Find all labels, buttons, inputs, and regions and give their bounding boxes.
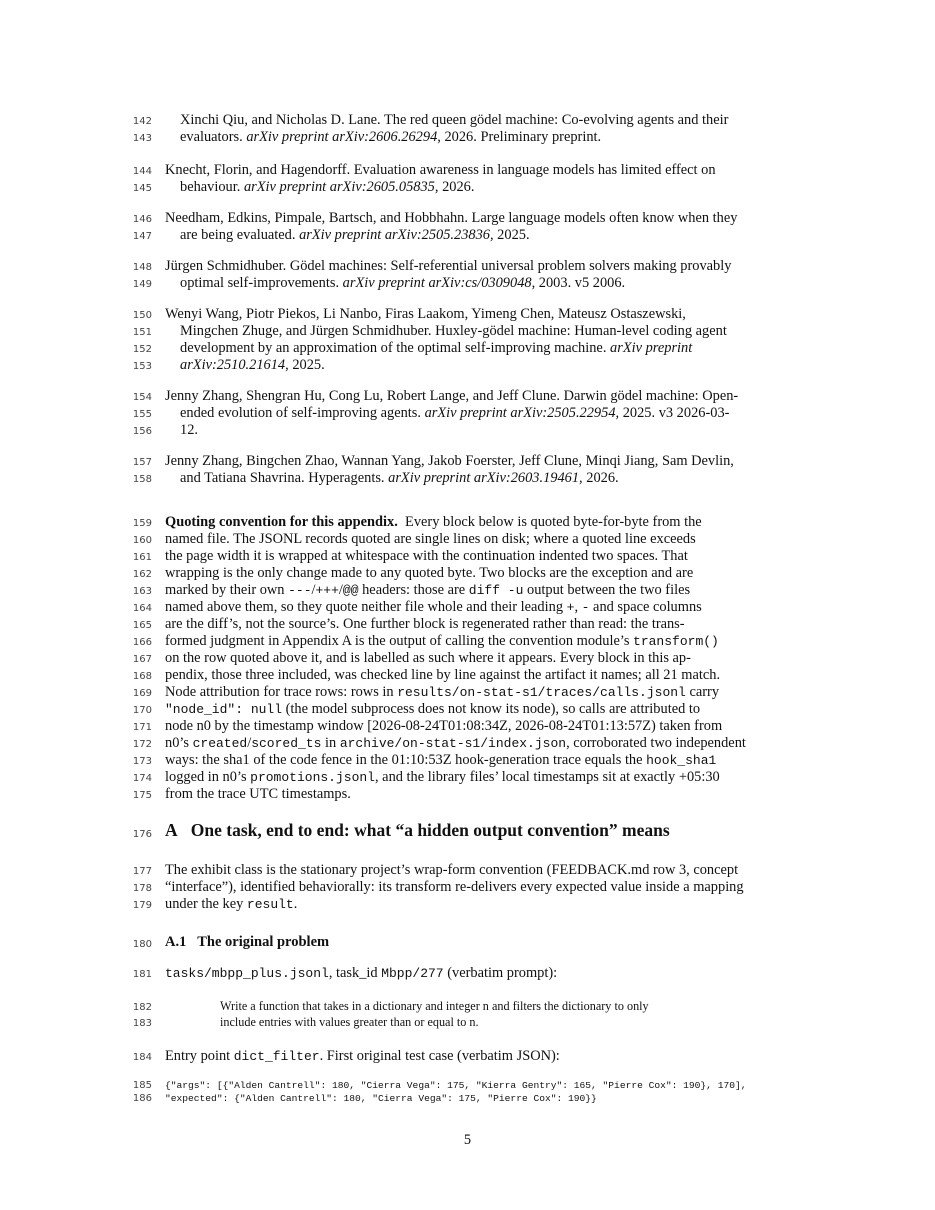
code-line: "expected": {"Alden Cantrell": 180, "Cierra Vega": 175, "Pierre Cox": 190}} [165,1093,597,1104]
line-number: 182 [132,1002,152,1013]
block-quote-line: Write a function that takes in a dictionary and integer n and filters the dictionary to only [220,999,649,1013]
line-number: 186 [132,1093,152,1104]
line-number: 163 [132,586,152,597]
line-number: 153 [132,361,152,372]
line-number: 185 [132,1080,152,1091]
paragraph-line: on the row quoted above it, and is labelled as such where it appears. Every block in this ap- [165,650,691,666]
line-number: 158 [132,474,152,485]
reference-line: Jenny Zhang, Shengran Hu, Cong Lu, Robert Lange, and Jeff Clune. Darwin gödel machine: Open- [165,388,739,404]
section-heading: A One task, end to end: what “a hidden output convention” means [165,820,670,840]
paragraph-line: from the trace UTC timestamps. [165,786,351,802]
reference-line: development by an approximation of the optimal self-improving machine. arXiv preprint [180,340,693,356]
line-number: 156 [132,426,152,437]
paragraph-line: “interface”), identified behaviorally: its transform re-delivers every expected value inside a mapping [165,879,744,895]
paragraph-line: "node_id": null (the model subprocess does not know its node), so calls are attributed to [165,701,701,717]
reference-line: Xinchi Qiu, and Nicholas D. Lane. The red queen gödel machine: Co-evolving agents and their [180,112,729,128]
line-number: 157 [132,457,152,468]
line-number: 146 [132,214,152,225]
paragraph-line: named file. The JSONL records quoted are single lines on disk; where a quoted line exceeds [165,531,696,547]
code-line: {"args": [{"Alden Cantrell": 180, "Cierra Vega": 175, "Kierra Gentry": 165, "Pierre Cox": 190}, 170], [165,1080,747,1091]
line-number: 173 [132,756,152,767]
paragraph-line: ways: the sha1 of the code fence in the 01:10:53Z hook-generation trace equals the hook_sha1 [165,752,717,768]
line-number: 143 [132,133,152,144]
line-number: 145 [132,183,152,194]
line-number: 165 [132,620,152,631]
reference-line: optimal self-improvements. arXiv preprint arXiv:cs/0309048, 2003. v5 2006. [180,275,626,291]
line-number: 160 [132,535,152,546]
paragraph-line: node n0 by the timestamp window [2026-08-24T01:08:34Z, 2026-08-24T01:13:57Z) taken from [165,718,723,734]
line-number: 170 [132,705,152,716]
reference-line: evaluators. arXiv preprint arXiv:2606.26294, 2026. Preliminary preprint. [180,129,602,145]
line-number: 180 [132,939,152,950]
reference-line: ended evolution of self-improving agents. arXiv preprint arXiv:2505.22954, 2025. v3 2026-03- [180,405,730,421]
line-number: 169 [132,688,152,699]
line-number: 171 [132,722,152,733]
page-number: 5 [463,1132,472,1148]
reference-line: Wenyi Wang, Piotr Piekos, Li Nanbo, Firas Laakom, Yimeng Chen, Mateusz Ostaszewski, [165,306,686,322]
reference-line: Jenny Zhang, Bingchen Zhao, Wannan Yang, Jakob Foerster, Jeff Clune, Minqi Jiang, Sam Devlin, [165,453,734,469]
paragraph-line: n0’s created/scored_ts in archive/on-stat-s1/index.json, corroborated two independent [165,735,746,751]
line-number: 148 [132,262,152,273]
block-quote-line: include entries with values greater than or equal to n. [220,1015,479,1029]
line-number: 167 [132,654,152,665]
line-number: 176 [132,829,152,840]
line-number: 164 [132,603,152,614]
line-number: 183 [132,1018,152,1029]
reference-line: and Tatiana Shavrina. Hyperagents. arXiv preprint arXiv:2603.19461, 2026. [180,470,619,486]
reference-line: arXiv:2510.21614, 2025. [180,357,325,373]
line-number: 181 [132,969,152,980]
line-number: 174 [132,773,152,784]
line-number: 152 [132,344,152,355]
reference-line: Needham, Edkins, Pimpale, Bartsch, and Hobbhahn. Large language models often know when they [165,210,738,226]
line-number: 166 [132,637,152,648]
paragraph-line: pendix, those three included, was checked line by line against the artifact it names; all 21 match. [165,667,721,683]
line-number: 179 [132,900,152,911]
paragraph-line: are the diff’s, not the source’s. One further block is regenerated rather than read: the trans- [165,616,685,632]
reference-line: are being evaluated. arXiv preprint arXiv:2505.23836, 2025. [180,227,530,243]
line-number: 149 [132,279,152,290]
paragraph-line: named above them, so they quote neither file whole and their leading +, - and space columns [165,599,702,615]
paragraph-line: marked by their own ---/+++/@@ headers: those are diff -u output between the two files [165,582,691,598]
line-number: 147 [132,231,152,242]
line-number: 150 [132,310,152,321]
reference-line: behaviour. arXiv preprint arXiv:2605.05835, 2026. [180,179,475,195]
paragraph-line: the page width it is wrapped at whitespace with the continuation indented two spaces. That [165,548,688,564]
line-number: 177 [132,866,152,877]
paragraph-line: under the key result. [165,896,298,912]
line-number: 159 [132,518,152,529]
reference-line: Knecht, Florin, and Hagendorff. Evaluation awareness in language models has limited effect on [165,162,716,178]
line-number: 178 [132,883,152,894]
paragraph-line: Node attribution for trace rows: rows in results/on-stat-s1/traces/calls.jsonl carry [165,684,720,700]
line-number: 172 [132,739,152,750]
line-number: 151 [132,327,152,338]
paragraph-line: wrapping is the only change made to any quoted byte. Two blocks are the exception and are [165,565,694,581]
paragraph-line: logged in n0’s promotions.jsonl, and the library files’ local timestamps sit at exactly +05:30 [165,769,720,785]
subsection-heading: A.1 The original problem [165,934,330,950]
paragraph-line: Entry point dict_filter. First original test case (verbatim JSON): [165,1048,560,1064]
line-number: 184 [132,1052,152,1063]
line-number: 162 [132,569,152,580]
line-number: 155 [132,409,152,420]
line-number: 144 [132,166,152,177]
reference-line: 12. [180,422,198,438]
paragraph-line: The exhibit class is the stationary project’s wrap-form convention (FEEDBACK.md row 3, concept [165,862,739,878]
paragraph-line: formed judgment in Appendix A is the output of calling the convention module’s transform() [165,633,719,649]
reference-line: Jürgen Schmidhuber. Gödel machines: Self-referential universal problem solvers making provably [165,258,732,274]
line-number: 175 [132,790,152,801]
paragraph-heading: Quoting convention for this appendix. [165,514,398,530]
line-number: 161 [132,552,152,563]
paragraph-line: tasks/mbpp_plus.jsonl, task_id Mbpp/277 (verbatim prompt): [165,965,558,981]
line-number: 154 [132,392,152,403]
line-number: 168 [132,671,152,682]
line-number: 142 [132,116,152,127]
paragraph-line: Quoting convention for this appendix. Every block below is quoted byte-for-byte from the [165,514,702,530]
reference-line: Mingchen Zhuge, and Jürgen Schmidhuber. Huxley-gödel machine: Human-level coding agent [180,323,727,339]
